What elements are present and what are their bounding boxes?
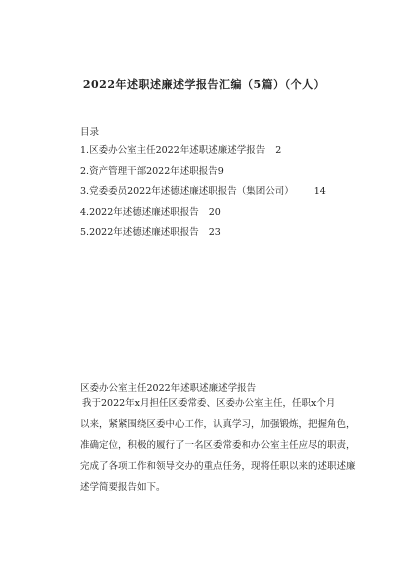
paragraph-line: 我于2022年x月担任区委常委、区委办公室主任，任职x个月 [82, 398, 336, 409]
toc-item-page: 2 [275, 145, 282, 156]
toc-item-label: 2.资产管理干部2022年述职报告9 [80, 165, 224, 177]
paragraph-line: 以来，紧紧围绕区委中心工作，认真学习，加强锻炼，把握角色， [80, 419, 356, 430]
toc-item[interactable] [80, 165, 326, 186]
paragraph-line: 完成了各项工作和领导交办的重点任务，现将任职以来的述职述廉 [80, 461, 356, 472]
toc-item[interactable] [80, 185, 326, 206]
document-title: 2022年述职述廉述学报告汇编（5篇）（个人） [82, 78, 326, 91]
toc-item-label: 5.2022年述德述廉述职报告 [80, 227, 199, 238]
paragraph-line: 述学简要报告如下。 [80, 482, 166, 493]
toc-item[interactable] [80, 206, 326, 227]
toc-item-page: 14 [313, 186, 326, 197]
toc-item-label: 1.区委办公室主任2022年述职述廉述学报告 [80, 145, 266, 156]
toc-heading: 目录 [80, 127, 100, 138]
paragraph-line: 准确定位，积极的履行了一名区委常委和办公室主任应尽的职责， [80, 440, 356, 451]
section-heading: 区委办公室主任2022年述职述廉述学报告 [80, 383, 257, 394]
toc-item-label: 3.党委委员2022年述德述廉述职报告（集团公司） [80, 186, 294, 197]
toc-item[interactable] [80, 226, 326, 247]
toc-item[interactable] [80, 144, 326, 165]
toc-item-page: 23 [208, 227, 221, 238]
body-paragraph [80, 393, 356, 498]
toc-item-page: 20 [208, 206, 221, 218]
toc-item-label: 4.2022年述德述廉述职报告 [80, 206, 199, 218]
table-of-contents [80, 144, 326, 247]
